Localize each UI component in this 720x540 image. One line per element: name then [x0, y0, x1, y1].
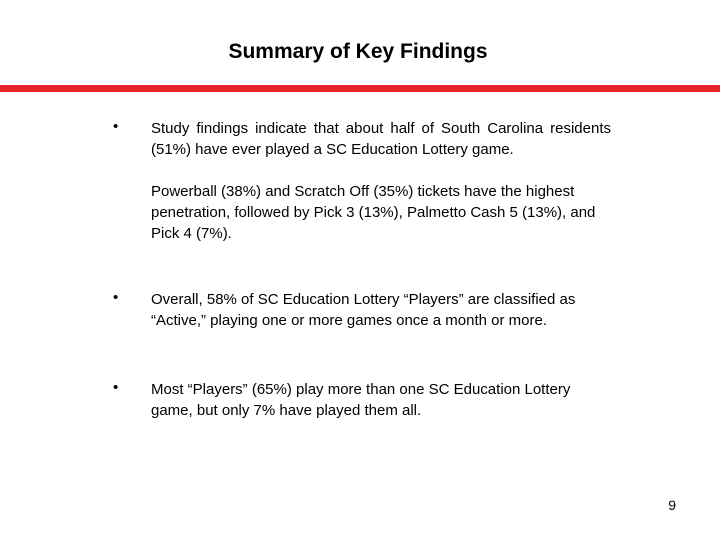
finding-1: Study findings indicate that about half of South Carolina residents (51%) have ever played a SC Education Lottery game.	[151, 120, 611, 158]
page-number: 9	[668, 497, 676, 513]
bullet-marker: •	[113, 379, 119, 396]
finding-3: Most “Players” (65%) play more than one SC Education Lottery game, but only 7% have played them all.	[151, 381, 571, 419]
slide-title: Summary of Key Findings	[228, 40, 488, 63]
bullet-marker: •	[113, 289, 119, 306]
title-divider	[0, 85, 720, 92]
finding-1-detail: Powerball (38%) and Scratch Off (35%) tickets have the highest penetration, followed by Pick 3 (13%), Palmetto Cash 5 (13%), and Pick 4 (7%).	[151, 183, 596, 242]
finding-2: Overall, 58% of SC Education Lottery “Players” are classified as “Active,” playing one or more games once a month or more.	[151, 291, 576, 329]
bullet-marker: •	[113, 118, 119, 135]
